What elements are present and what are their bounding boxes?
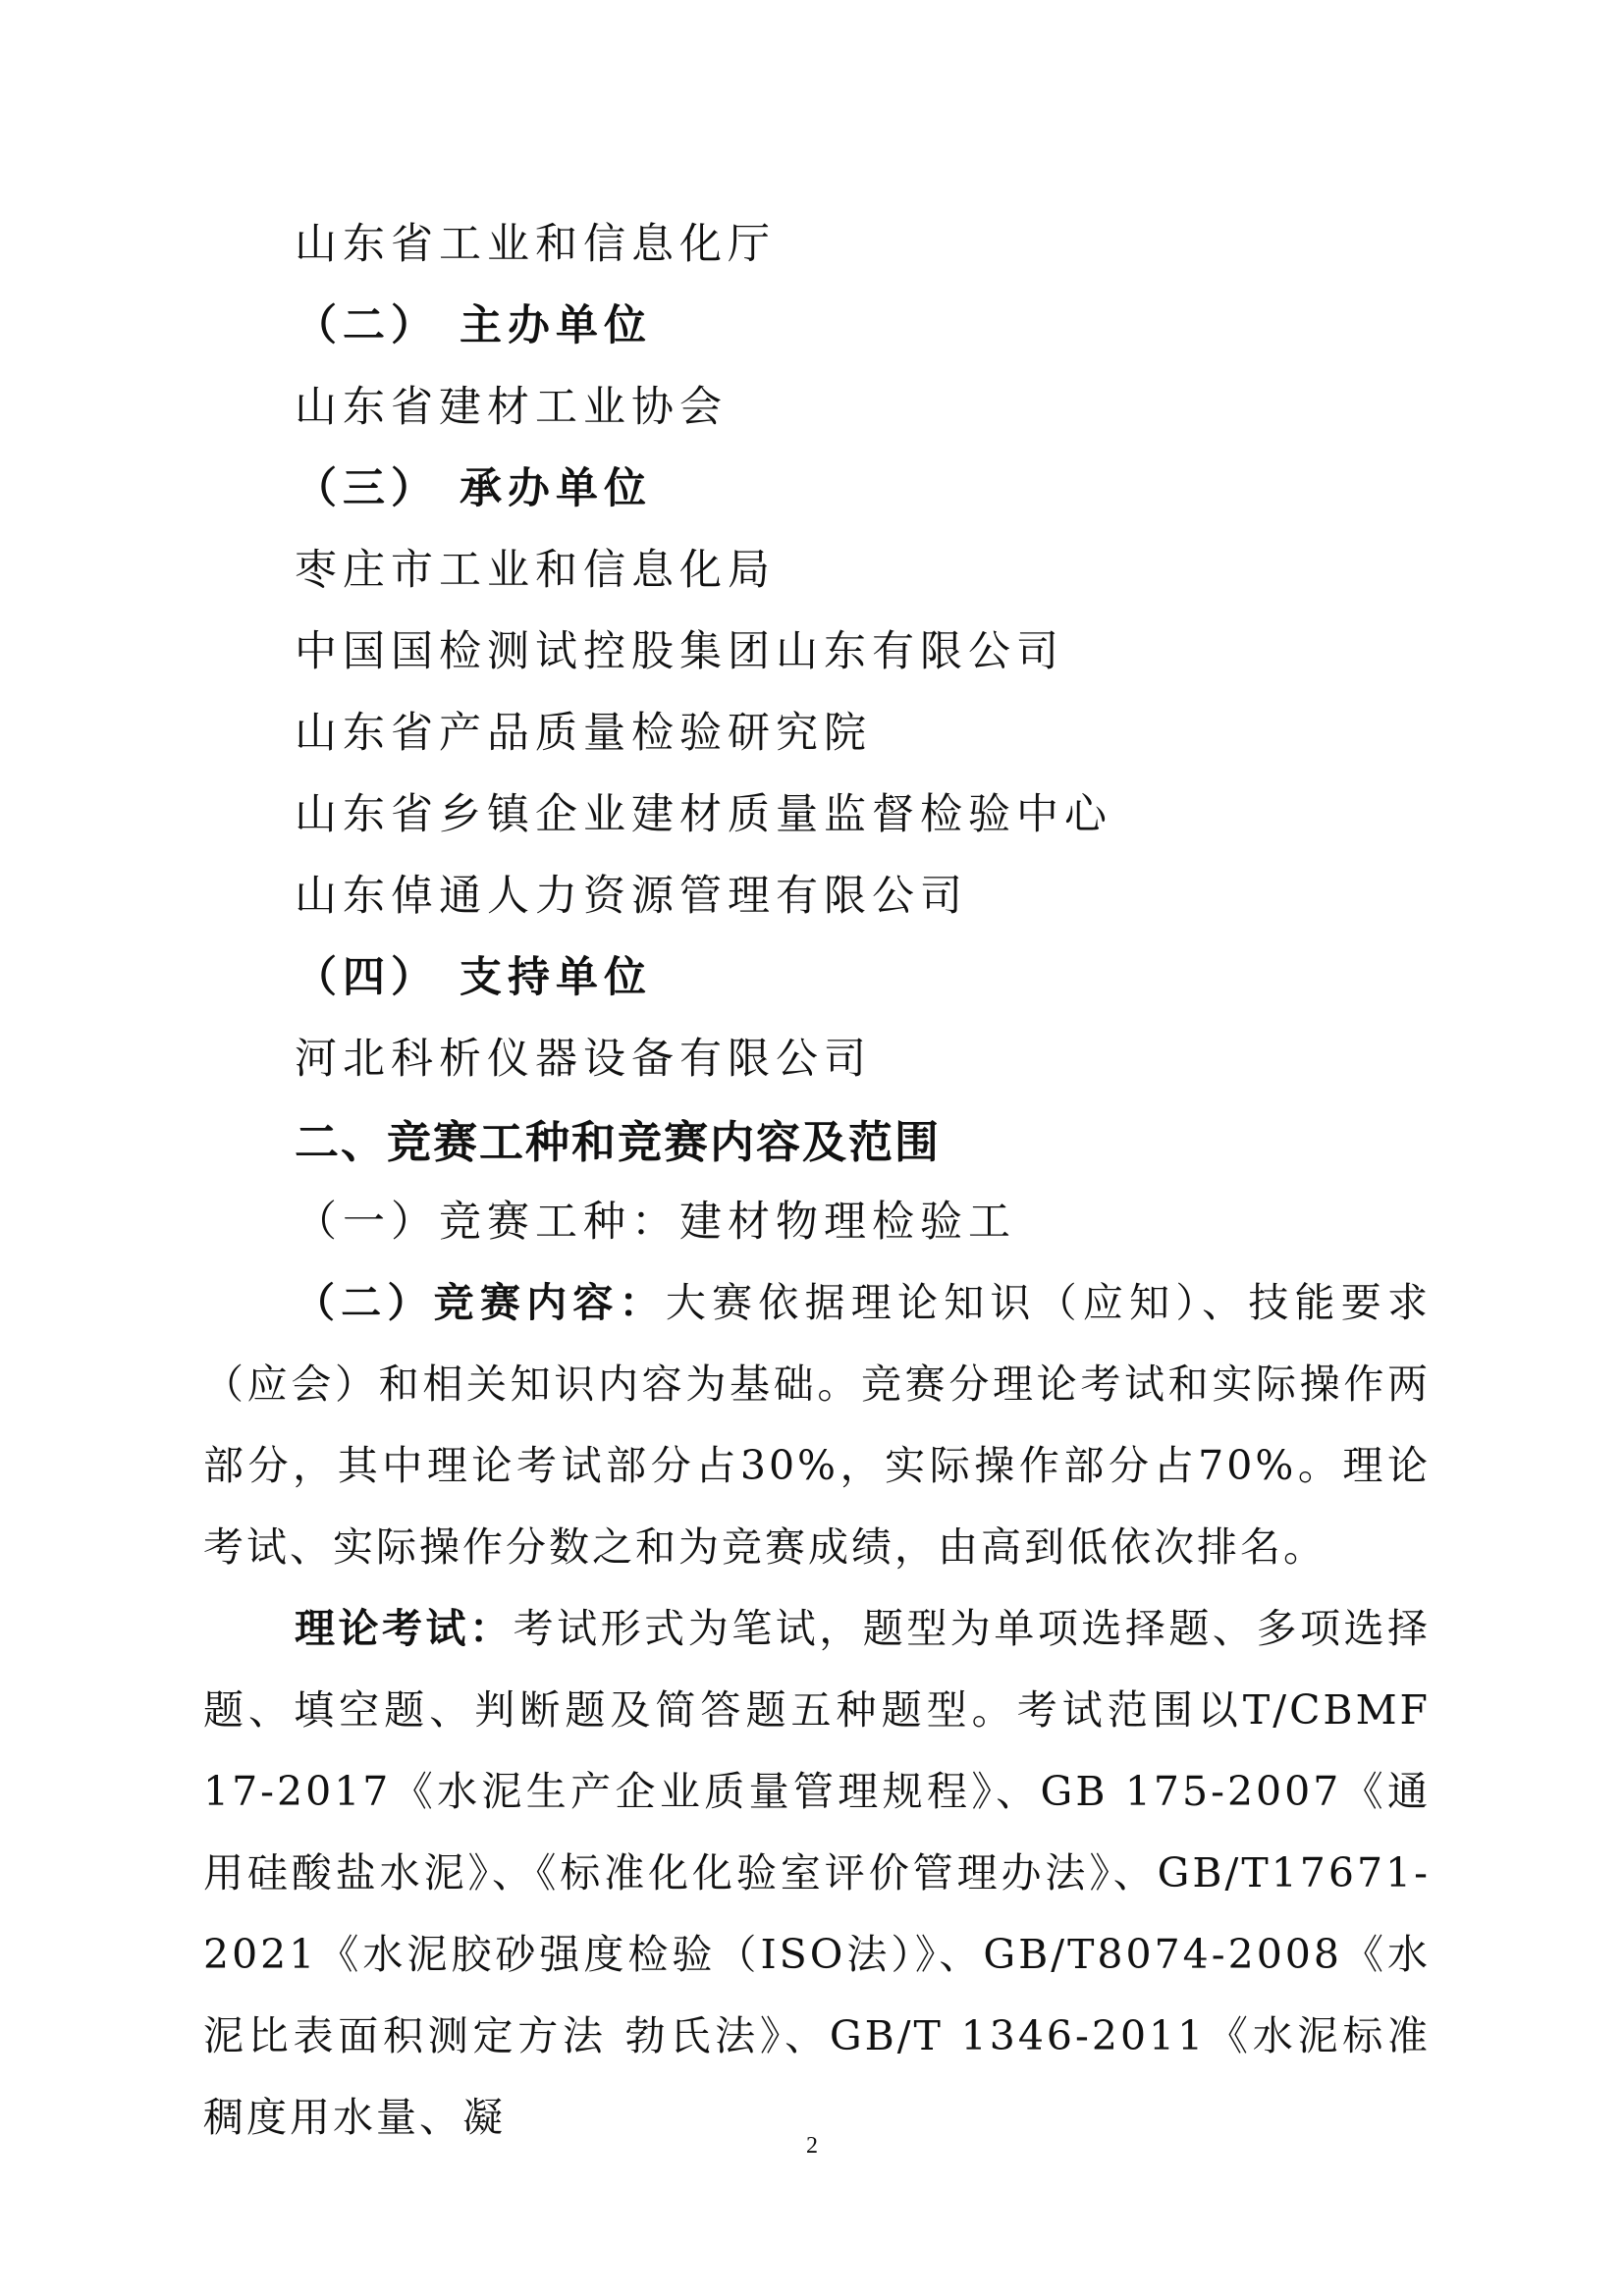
heading-support-unit: （四） 支持单位 bbox=[295, 953, 652, 1002]
heading-organizing-unit: （三） 承办单位 bbox=[295, 464, 652, 513]
heading-host-unit: （二） 主办单位 bbox=[295, 301, 652, 350]
organizer-line-support: 河北科析仪器设备有限公司 bbox=[295, 1035, 872, 1084]
organizer-line-quality-institute: 山东省产品质量检验研究院 bbox=[295, 709, 872, 758]
theory-exam-paragraph bbox=[203, 1588, 1431, 2159]
competition-content-paragraph bbox=[203, 1262, 1431, 1588]
theory-exam-body: 考试形式为笔试，题型为单项选择题、多项选择题、填空题、判断题及简答题五种题型。考试范围以T/CBMF 17-2017《水泥生产企业质量管理规程》、GB 175-2007《通用硅酸盐水泥》、《标准化化验室评价管理办法》、GB/T17671-2021《水泥胶砂强度检验（ISO法）》、GB/T8074-2008《水泥比表面积测定方法 勃氏法》、GB/T 1346-2011《水泥标准稠度用水量、凝 bbox=[203, 1605, 1432, 2141]
organizer-line-supervisor: 山东省工业和信息化厅 bbox=[295, 220, 776, 269]
organizer-line-zaozhuang: 枣庄市工业和信息化局 bbox=[295, 546, 776, 595]
section-heading: 二、竞赛工种和竞赛内容及范围 bbox=[295, 1116, 942, 1168]
organizer-line-host: 山东省建材工业协会 bbox=[295, 383, 728, 432]
organizer-line-inspection-center: 山东省乡镇企业建材质量监督检验中心 bbox=[295, 790, 1112, 839]
competition-content-lead: （二）竞赛内容： bbox=[295, 1279, 666, 1326]
organizer-line-hr-company: 山东倬通人力资源管理有限公司 bbox=[295, 872, 968, 921]
organizer-line-ccic: 中国国检测试控股集团山东有限公司 bbox=[295, 627, 1064, 676]
competition-type: （一）竞赛工种：建材物理检验工 bbox=[295, 1198, 1016, 1247]
page-number: 2 bbox=[806, 2133, 818, 2159]
competition-content-body: 大赛依据理论知识（应知）、技能要求（应会）和相关知识内容为基础。竞赛分理论考试和实际操作两部分，其中理论考试部分占30%，实际操作部分占70%。理论考试、实际操作分数之和为竞赛成绩，由高到低依次排名。 bbox=[203, 1279, 1432, 1571]
theory-exam-lead: 理论考试： bbox=[295, 1605, 514, 1652]
